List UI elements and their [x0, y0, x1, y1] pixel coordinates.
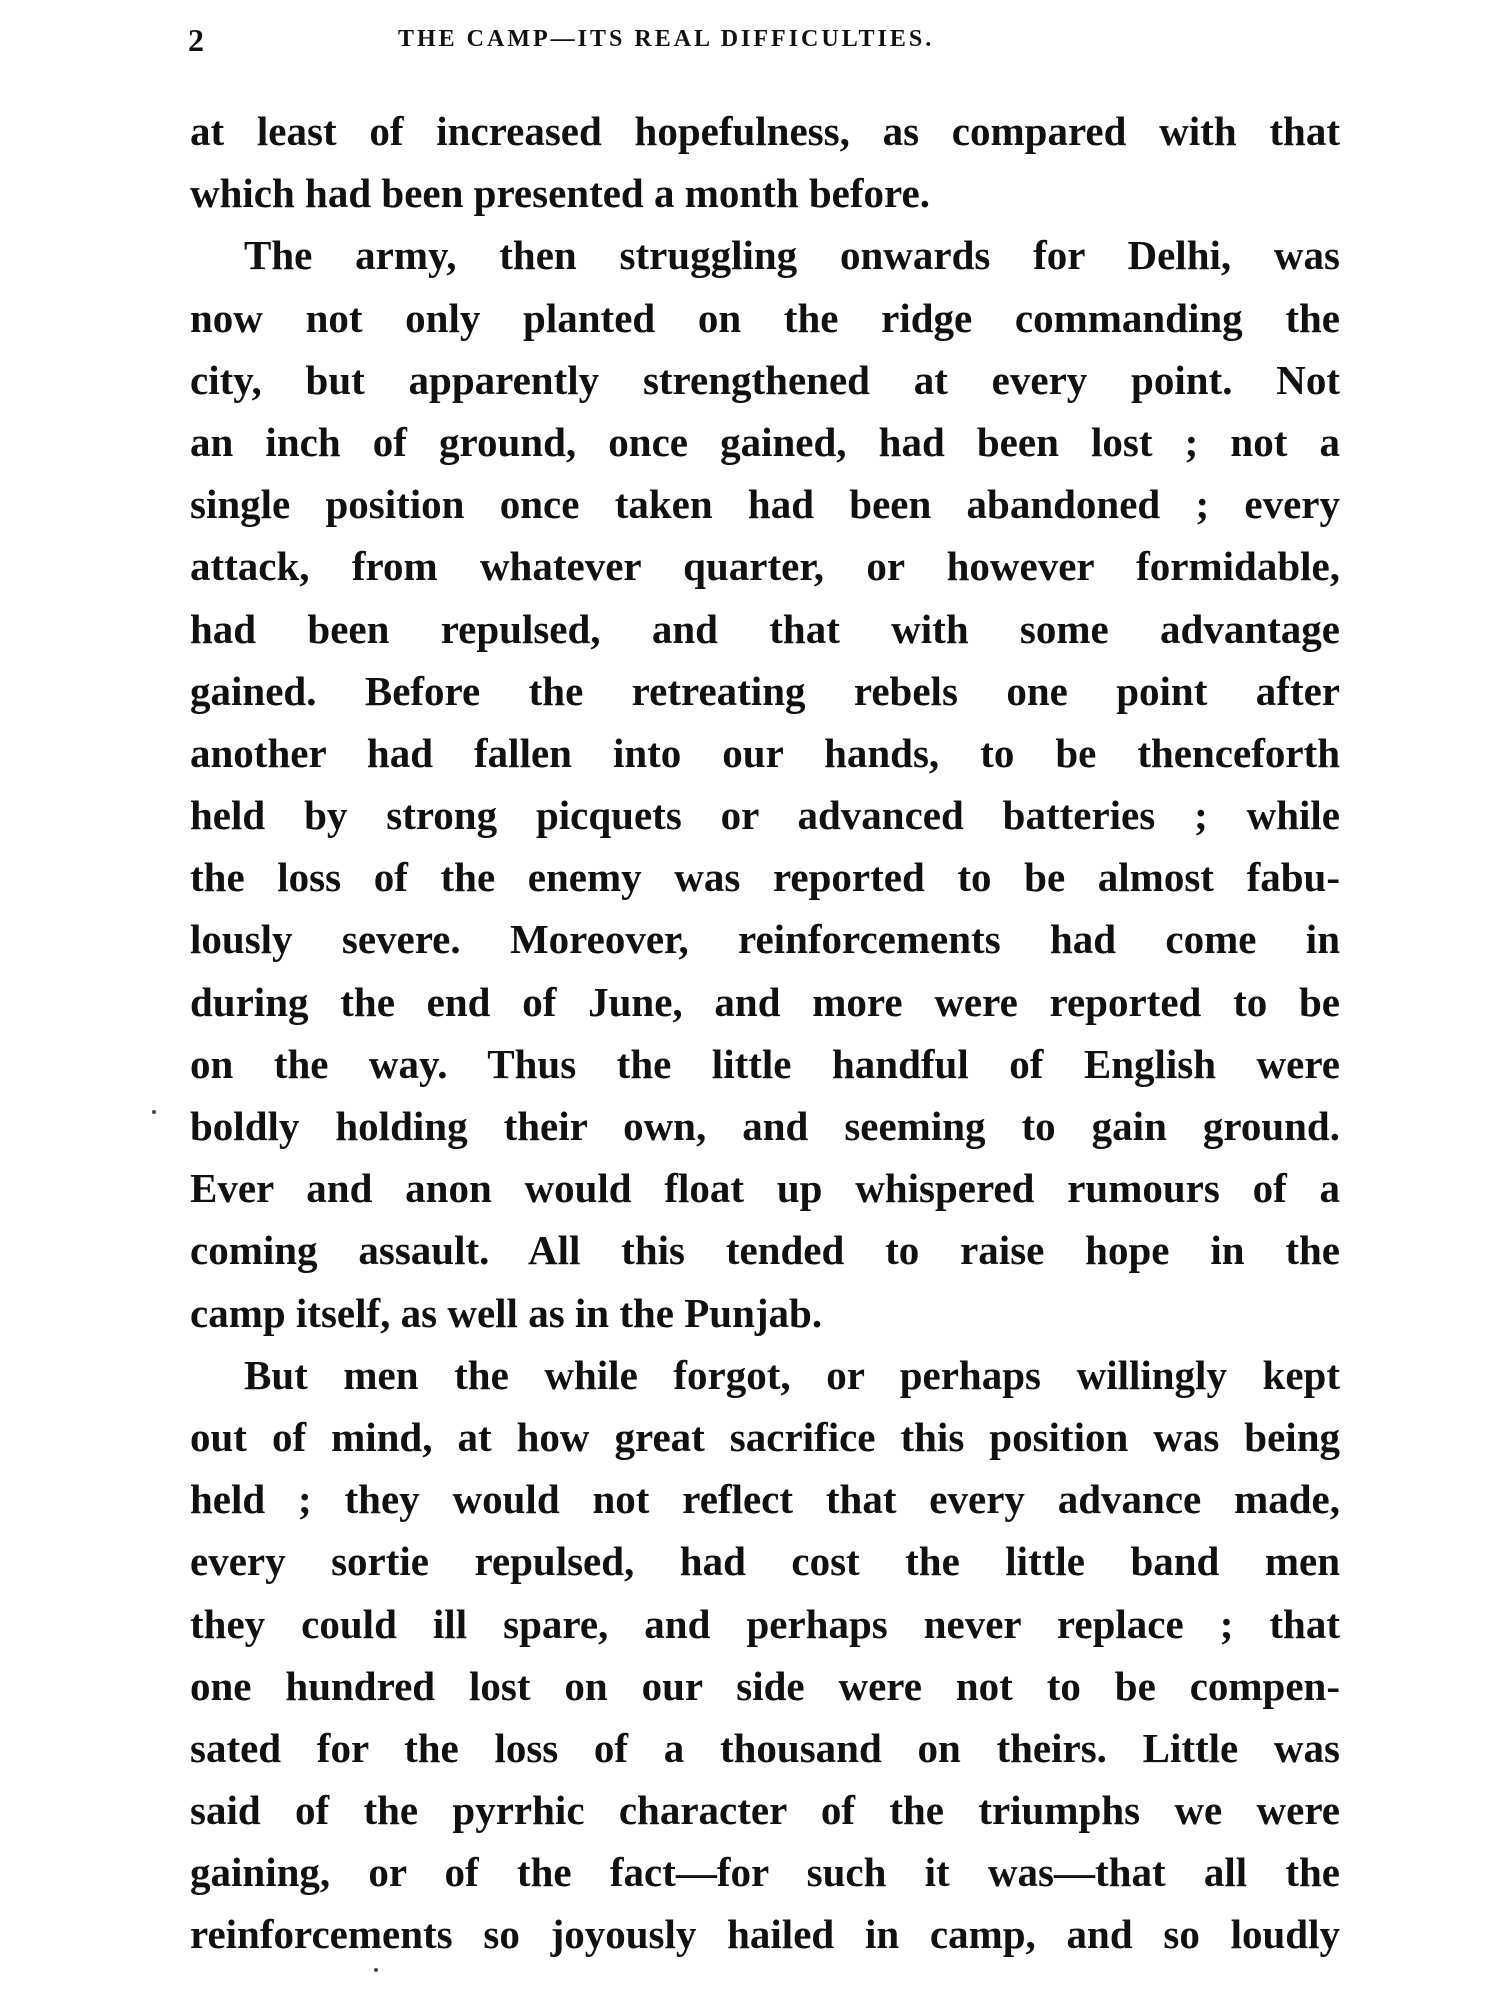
text-line: Ever and anon would float up whispered rumours of a — [190, 1165, 1340, 1212]
text-line: said of the pyrrhic character of the triumphs we were — [190, 1787, 1340, 1834]
text-line: on the way. Thus the little handful of English were — [190, 1040, 1340, 1087]
text-line: now not only planted on the ridge commanding the — [190, 294, 1340, 341]
ink-speck — [152, 1110, 156, 1114]
text-line: camp itself, as well as in the Punjab. — [190, 1289, 823, 1336]
text-line: they could ill spare, and perhaps never replace ; that — [190, 1600, 1340, 1647]
text-line: But men the while forgot, or perhaps willingly kept — [244, 1351, 1340, 1398]
text-line: the loss of the enemy was reported to be almost fabu- — [190, 854, 1340, 901]
text-line: had been repulsed, and that with some advantage — [190, 605, 1340, 652]
text-line: one hundred lost on our side were not to be compen- — [190, 1662, 1340, 1709]
text-line: out of mind, at how great sacrifice this position was being — [190, 1413, 1340, 1460]
ink-speck — [374, 1968, 378, 1972]
text-line: city, but apparently strengthened at every point. Not — [190, 356, 1340, 403]
text-line: gained. Before the retreating rebels one point after — [190, 667, 1340, 714]
text-line: during the end of June, and more were reported to be — [190, 978, 1340, 1025]
text-line: attack, from whatever quarter, or however formidable, — [190, 543, 1340, 590]
running-title: THE CAMP—ITS REAL DIFFICULTIES. — [398, 26, 935, 52]
body-text — [190, 100, 1340, 1966]
text-line: lously severe. Moreover, reinforcements had come in — [190, 916, 1340, 963]
text-line: single position once taken had been abandoned ; every — [190, 481, 1340, 528]
text-line: held ; they would not reflect that every advance made, — [190, 1476, 1340, 1523]
text-line: every sortie repulsed, had cost the little band men — [190, 1538, 1340, 1585]
text-line: sated for the loss of a thousand on theirs. Little was — [190, 1724, 1340, 1771]
text-line: gaining, or of the fact—for such it was—that all the — [190, 1849, 1340, 1896]
text-line: an inch of ground, once gained, had been lost ; not a — [190, 418, 1340, 465]
text-line: which had been presented a month before. — [190, 170, 930, 217]
page-number: 2 — [188, 22, 205, 58]
text-line: boldly holding their own, and seeming to gain ground. — [190, 1103, 1340, 1149]
text-line: The army, then struggling onwards for Delhi, was — [244, 232, 1340, 279]
running-head — [188, 22, 1338, 62]
text-line: at least of increased hopefulness, as compared with that — [190, 108, 1340, 154]
text-line: coming assault. All this tended to raise hope in the — [190, 1227, 1340, 1274]
text-line: another had fallen into our hands, to be thenceforth — [190, 729, 1340, 776]
text-line: reinforcements so joyously hailed in camp, and so loudly — [190, 1911, 1340, 1958]
text-line: held by strong picquets or advanced batteries ; while — [190, 792, 1340, 839]
